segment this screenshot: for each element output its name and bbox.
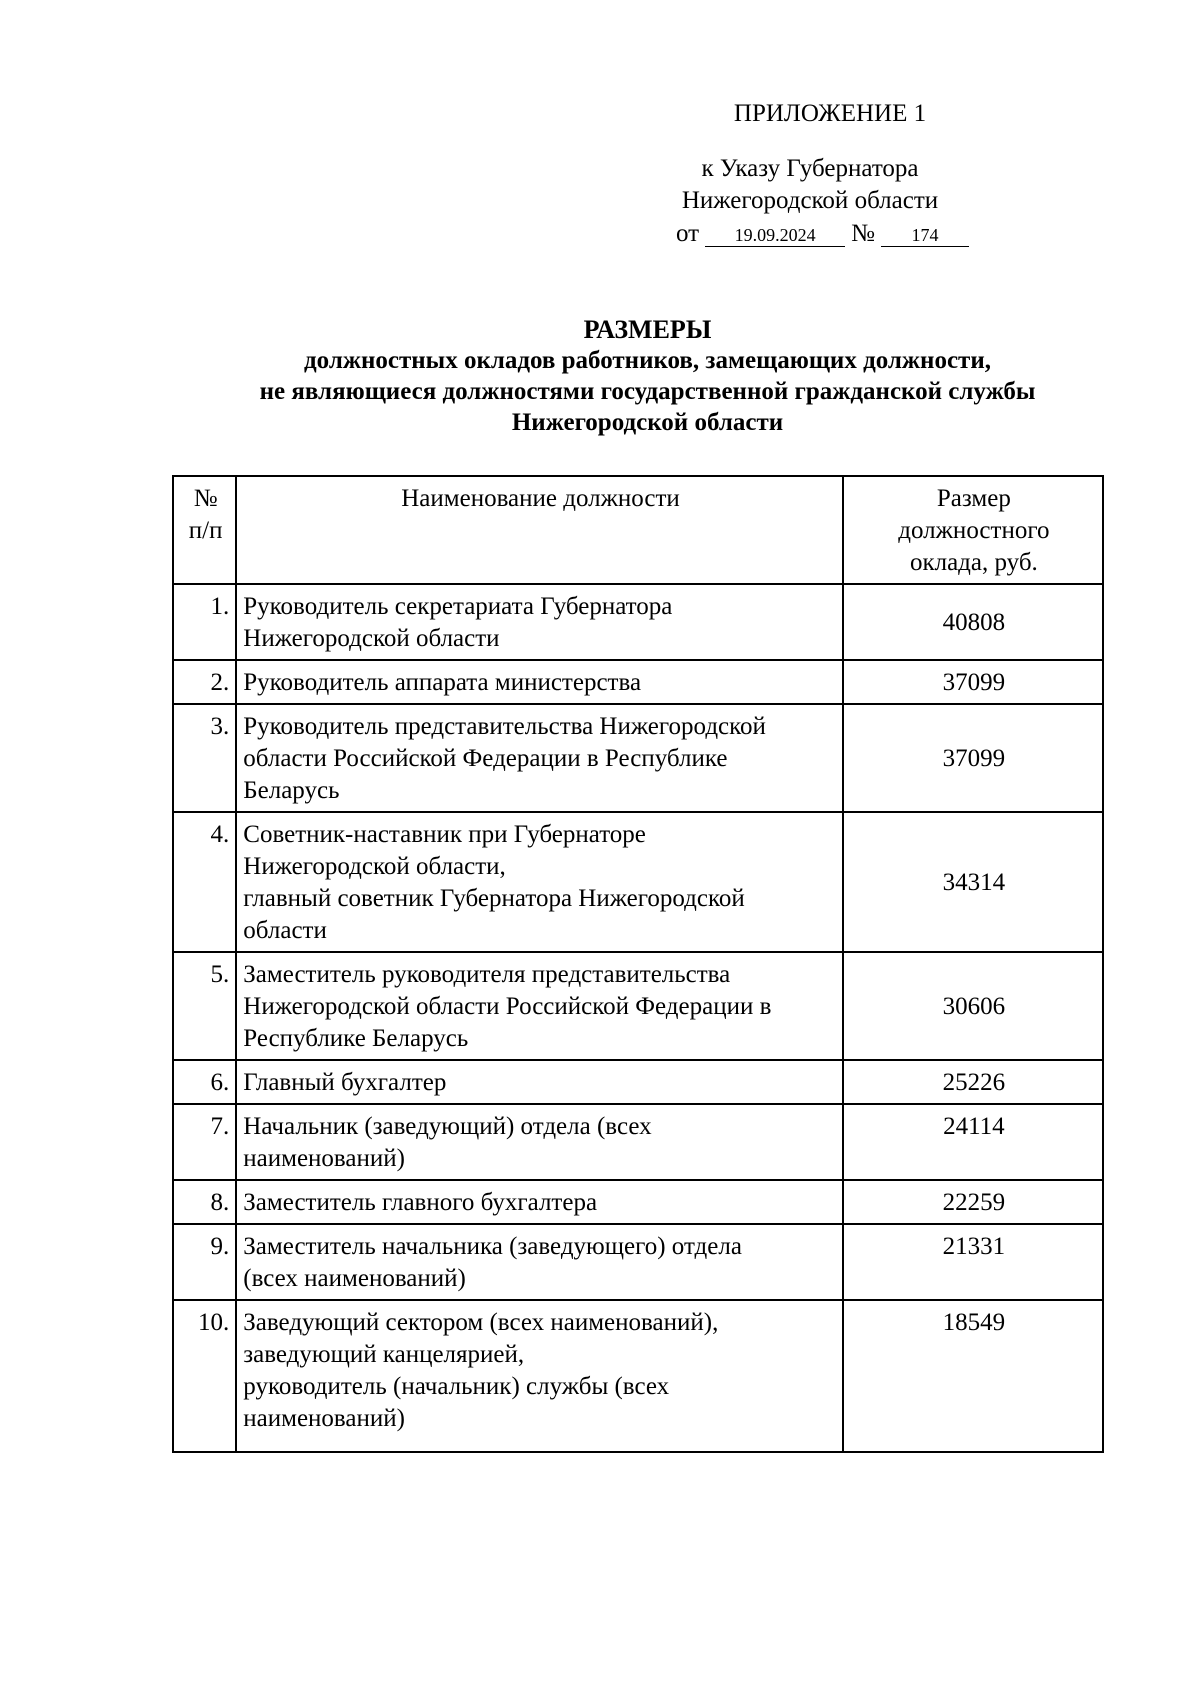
decree-line-1: к Указу Губернатора bbox=[701, 155, 919, 182]
position-name-line: (всех наименований) bbox=[243, 1265, 466, 1292]
position-name-line: Советник-наставник при Губернаторе bbox=[243, 821, 646, 848]
appendix-label: ПРИЛОЖЕНИЕ 1 bbox=[733, 100, 927, 127]
decree-reference bbox=[640, 153, 980, 217]
position-name-line: Заместитель начальника (заведующего) отдела bbox=[243, 1233, 742, 1260]
position-name-line: области Российской Федерации в Республике bbox=[243, 745, 728, 772]
position-name-line: Заведующий сектором (всех наименований), bbox=[243, 1309, 719, 1336]
header-num bbox=[173, 476, 236, 584]
position-name bbox=[236, 1060, 843, 1104]
from-label: от bbox=[676, 220, 700, 247]
position-name bbox=[236, 1180, 843, 1224]
table-row bbox=[173, 704, 1103, 812]
header-salary bbox=[843, 476, 1103, 584]
salary-value: 40808 bbox=[843, 584, 1103, 660]
header-salary-line-3: оклада, руб. bbox=[909, 549, 1038, 576]
position-name-line: руководитель (начальник) службы (всех bbox=[243, 1373, 670, 1400]
position-name-line: Руководитель секретариата Губернатора bbox=[243, 593, 673, 620]
table-header-row bbox=[173, 476, 1103, 584]
decree-line-2: Нижегородской области bbox=[681, 187, 939, 214]
table-row bbox=[173, 1060, 1103, 1104]
row-number: 9. bbox=[173, 1224, 236, 1300]
position-name-line: Руководитель аппарата министерства bbox=[243, 669, 642, 696]
position-name bbox=[236, 1104, 843, 1180]
position-name-line: наименований) bbox=[243, 1405, 405, 1432]
salary-value: 18549 bbox=[843, 1300, 1103, 1452]
salary-table bbox=[172, 475, 1104, 1453]
decree-date: 19.09.2024 bbox=[705, 224, 845, 247]
title-line-3: Нижегородской области bbox=[511, 409, 784, 436]
position-name-line: Нижегородской области, bbox=[243, 853, 506, 880]
title-line-1: должностных окладов работников, замещающих должности, bbox=[304, 347, 991, 374]
salary-value: 21331 bbox=[843, 1224, 1103, 1300]
row-number: 7. bbox=[173, 1104, 236, 1180]
position-name bbox=[236, 1224, 843, 1300]
table-row bbox=[173, 1104, 1103, 1180]
row-number: 6. bbox=[173, 1060, 236, 1104]
position-name-line: Заместитель главного бухгалтера bbox=[243, 1189, 598, 1216]
salary-value: 34314 bbox=[843, 812, 1103, 952]
position-name bbox=[236, 704, 843, 812]
position-name bbox=[236, 812, 843, 952]
header-num-line-1: № bbox=[193, 485, 218, 512]
position-name-line: Главный бухгалтер bbox=[243, 1069, 447, 1096]
table-row bbox=[173, 1224, 1103, 1300]
position-name-line: главный советник Губернатора Нижегородской bbox=[243, 885, 745, 912]
position-name-line: заведующий канцелярией, bbox=[243, 1341, 525, 1368]
salary-value: 25226 bbox=[843, 1060, 1103, 1104]
table-row bbox=[173, 1180, 1103, 1224]
position-name-line: Заместитель руководителя представительства bbox=[243, 961, 731, 988]
position-name-line: Руководитель представительства Нижегородской bbox=[243, 713, 766, 740]
header-num-line-2: п/п bbox=[188, 517, 223, 544]
salary-value: 24114 bbox=[843, 1104, 1103, 1180]
salary-value: 37099 bbox=[843, 704, 1103, 812]
header-name: Наименование должности bbox=[236, 476, 843, 584]
row-number: 4. bbox=[173, 812, 236, 952]
table-row bbox=[173, 812, 1103, 952]
row-number: 5. bbox=[173, 952, 236, 1060]
position-name bbox=[236, 660, 843, 704]
position-name-line: Нижегородской области bbox=[243, 625, 500, 652]
header-salary-line-2: должностного bbox=[898, 517, 1050, 544]
row-number: 3. bbox=[173, 704, 236, 812]
header-salary-line-1: Размер bbox=[936, 485, 1011, 512]
position-name-line: наименований) bbox=[243, 1145, 405, 1172]
salary-value: 37099 bbox=[843, 660, 1103, 704]
salary-value: 22259 bbox=[843, 1180, 1103, 1224]
table-row bbox=[173, 1300, 1103, 1452]
row-number: 10. bbox=[173, 1300, 236, 1452]
decree-date-number bbox=[676, 220, 969, 248]
salary-value: 30606 bbox=[843, 952, 1103, 1060]
number-label: № bbox=[851, 220, 875, 247]
table-row bbox=[173, 952, 1103, 1060]
row-number: 1. bbox=[173, 584, 236, 660]
table-row bbox=[173, 660, 1103, 704]
table-body bbox=[173, 584, 1103, 1452]
position-name bbox=[236, 952, 843, 1060]
position-name-line: Республике Беларусь bbox=[243, 1025, 469, 1052]
row-number: 8. bbox=[173, 1180, 236, 1224]
decree-number: 174 bbox=[881, 224, 969, 247]
position-name-line: Беларусь bbox=[243, 777, 340, 804]
title-line-2: не являющиеся должностями государственной гражданской службы bbox=[259, 378, 1036, 405]
title-main: РАЗМЕРЫ bbox=[583, 315, 712, 344]
position-name-line: области bbox=[243, 917, 327, 944]
position-name bbox=[236, 1300, 843, 1452]
position-name-line: Нижегородской области Российской Федерации в bbox=[243, 993, 772, 1020]
row-number: 2. bbox=[173, 660, 236, 704]
table-row bbox=[173, 584, 1103, 660]
position-name-line: Начальник (заведующий) отдела (всех bbox=[243, 1113, 652, 1140]
position-name bbox=[236, 584, 843, 660]
document-title bbox=[120, 314, 1175, 438]
